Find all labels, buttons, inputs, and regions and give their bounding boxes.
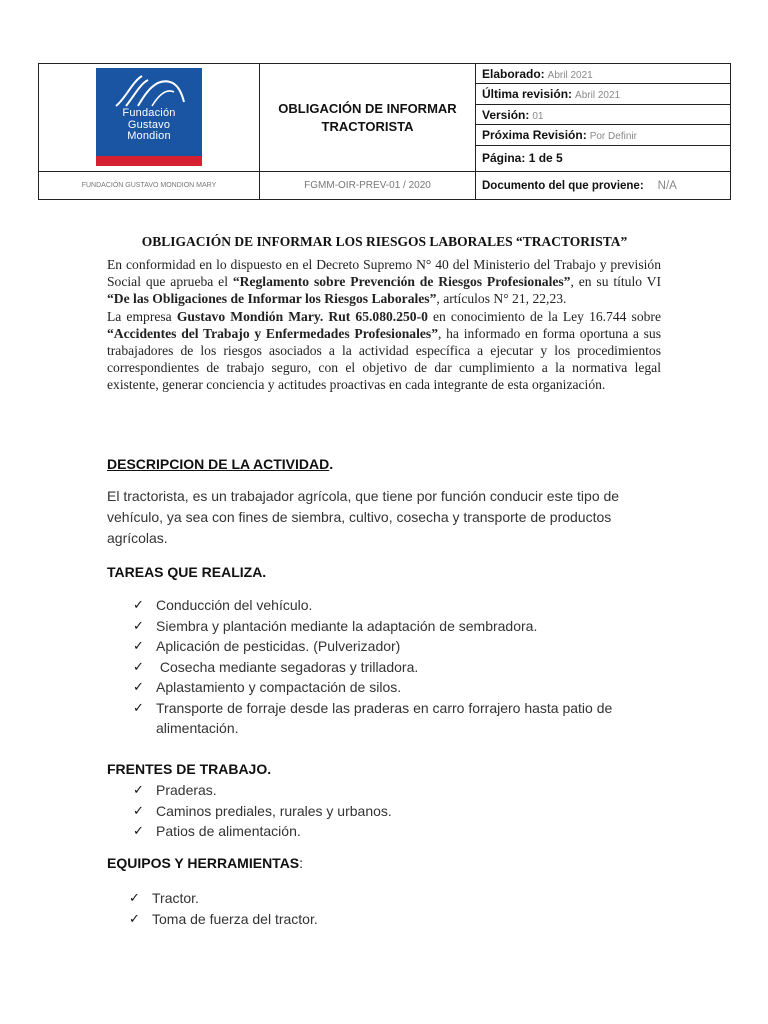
origin-document: [476, 172, 730, 200]
meta-value: Por Definir: [589, 131, 637, 143]
meta-value: 1 de 5: [528, 150, 563, 165]
text-run: En conformidad en lo dispuesto en el Decreto Supremo N° 40 del Ministerio del Trabajo y previsión Social que aprueba el: [107, 257, 661, 290]
list-item-text: Siembra y plantación mediante la adaptación de sembradora.: [156, 617, 538, 634]
list-item-text: Tractor.: [152, 890, 199, 906]
company-name: Gustavo Mondión Mary. Rut 65.080.250-0: [176, 308, 428, 324]
meta-row-proxima-revision: [476, 125, 730, 145]
logo-red-band: [96, 156, 202, 166]
list-item-text: Cosecha mediante segadoras y trilladora.: [156, 658, 419, 675]
heading-dot: .: [329, 456, 334, 472]
organization-name: FUNDACIÓN GUSTAVO MONDION MARY: [39, 172, 260, 200]
intro-text: [107, 256, 661, 394]
list-item-text: Patios de alimentación.: [156, 823, 301, 839]
list-item-text: Conducción del vehículo.: [156, 597, 313, 613]
meta-row-ultima-revision: [476, 84, 730, 104]
meta-row-elaborado: [476, 64, 730, 84]
check-icon: ✓: [133, 823, 144, 838]
equipment-heading: [107, 855, 303, 871]
list-item: [133, 677, 663, 698]
text-run: La empresa: [107, 308, 177, 324]
activity-heading-text: DESCRIPCION DE LA ACTIVIDAD: [107, 456, 330, 472]
list-item-text: Aplicación de pesticidas. (Pulverizador): [156, 638, 401, 654]
meta-value: Abril 2021: [547, 70, 593, 81]
meta-row-pagina: [476, 146, 730, 172]
meta-row-version: [476, 105, 730, 125]
list-item: [133, 780, 633, 801]
list-item-text: Caminos prediales, rurales y urbanos.: [156, 802, 392, 819]
check-icon: ✓: [133, 679, 144, 694]
logo-mark-icon: [112, 72, 186, 108]
list-item-text: Aplastamiento y compactación de silos.: [156, 679, 402, 695]
document-header-table: [38, 63, 731, 200]
meta-label: Próxima Revisión:: [482, 128, 587, 143]
regulation-name: “Reglamento sobre Prevención de Riesgos Profesionales”: [232, 274, 571, 290]
check-icon: ✓: [133, 802, 144, 818]
text-run: en conocimiento de la Ley 16.744 sobre: [427, 308, 661, 324]
check-icon: ✓: [133, 658, 144, 674]
list-item: [133, 801, 633, 822]
list-item: [133, 821, 633, 842]
logo-line1: Fundación: [122, 107, 176, 119]
logo-line2: Gustavo: [127, 118, 171, 131]
tasks-heading: TAREAS QUE REALIZA.: [107, 564, 267, 580]
check-icon: ✓: [133, 699, 144, 715]
intro-paragraph-2: [107, 308, 661, 394]
logo-cell: [39, 64, 260, 172]
list-item-text: Transporte de forraje desde las praderas en carro forrajero hasta patio de alimentación.: [156, 699, 613, 736]
text-run: , artículos N° 21, 22,23.: [436, 291, 567, 307]
check-icon: ✓: [133, 638, 144, 653]
document-header-title: OBLIGACIÓN DE INFORMAR TRACTORISTA: [278, 100, 457, 134]
title-name: “De las Obligaciones de Informar los Riesgos Laborales”: [107, 291, 437, 307]
foundation-logo: [96, 68, 202, 166]
list-item: [133, 616, 663, 637]
list-item: [133, 595, 663, 616]
logo-text: [96, 108, 202, 143]
document-code: FGMM-OIR-PREV-01 / 2020: [260, 172, 476, 200]
fronts-list: [133, 780, 633, 842]
document-title: OBLIGACIÓN DE INFORMAR LOS RIESGOS LABORALES “TRACTORISTA”: [141, 234, 628, 249]
list-item: [129, 909, 629, 930]
meta-value: Abril 2021: [575, 90, 621, 102]
list-item: [133, 657, 663, 678]
list-item: [133, 636, 663, 657]
intro-paragraph-1: [107, 256, 661, 308]
title-cell: [260, 64, 476, 172]
meta-label: Elaborado:: [482, 67, 545, 81]
origin-value: N/A: [657, 180, 677, 192]
heading-colon: :: [299, 855, 304, 871]
activity-heading: [107, 456, 333, 472]
check-icon: ✓: [133, 597, 144, 612]
text-run: , ha informado en forma oportuna a sus trabajadores de los riesgos asociados a la actividad específica a ejecutar y los procedimientos correspondientes de trabajo seguro, con el objetivo de dar cumplimiento a la normativa legal existente, generar conciencia y actitudes proactivas en cada integrante de esta organización.: [107, 325, 661, 393]
law-name: “Accidentes del Trabajo y Enfermedades Profesionales”: [107, 325, 438, 341]
list-item: [129, 888, 629, 909]
activity-description: El tractorista, es un trabajador agrícola, que tiene por función conducir este tipo de vehículo, ya sea con fines de siembra, cultivo, cosecha y transporte de productos agrícolas.: [107, 488, 620, 546]
text-run: , en su título VI: [570, 274, 661, 290]
equipment-list: [129, 888, 629, 929]
check-icon: ✓: [133, 617, 144, 633]
list-item-text: Toma de fuerza del tractor.: [152, 910, 318, 927]
origin-label: Documento del que proviene:: [482, 180, 644, 192]
fronts-heading: FRENTES DE TRABAJO.: [107, 761, 272, 777]
check-icon: ✓: [129, 890, 140, 905]
logo-line3: Mondion: [127, 130, 171, 142]
check-icon: ✓: [133, 782, 144, 797]
equipment-heading-text: EQUIPOS Y HERRAMIENTAS: [107, 855, 300, 871]
metadata-column: [476, 64, 730, 172]
list-item-text: Praderas.: [156, 782, 217, 798]
meta-label: Versión:: [482, 107, 530, 122]
meta-value: 01: [532, 110, 544, 122]
meta-label: Última revisión:: [482, 87, 573, 102]
check-icon: ✓: [129, 910, 140, 926]
list-item: [133, 698, 663, 739]
tasks-list: [133, 595, 663, 739]
meta-label: Página:: [482, 150, 526, 165]
